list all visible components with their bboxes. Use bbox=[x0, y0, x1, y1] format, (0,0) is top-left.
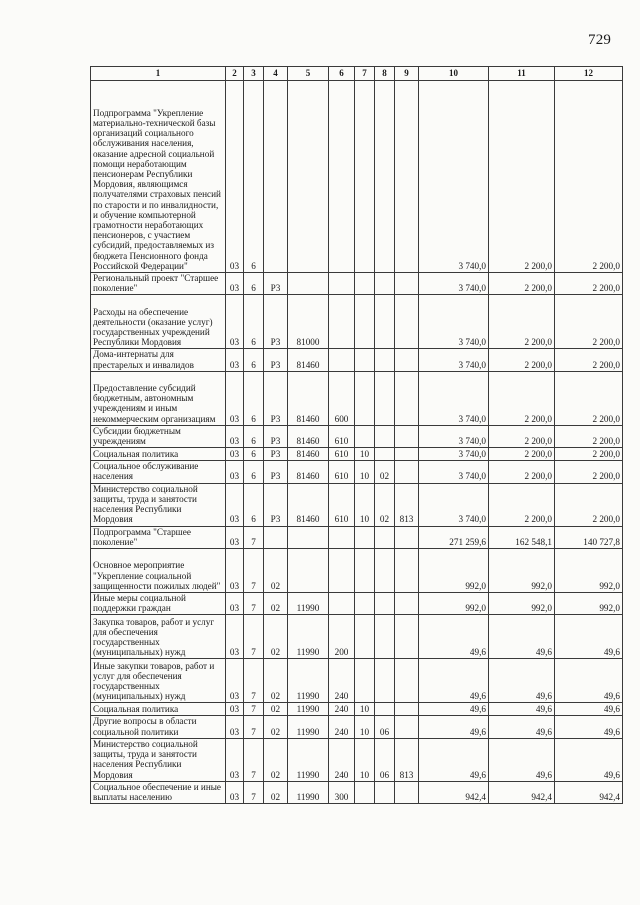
code-cell-7 bbox=[355, 781, 375, 803]
code-cell-4: P3 bbox=[264, 425, 288, 447]
code-cell-9 bbox=[395, 781, 419, 803]
row-name-cell: Социальная политика bbox=[91, 448, 226, 461]
code-cell-5: 11990 bbox=[288, 659, 329, 703]
code-cell-3: 7 bbox=[244, 716, 264, 738]
code-cell-9 bbox=[395, 615, 419, 659]
table-row bbox=[91, 703, 623, 716]
row-name-cell: Иные закупки товаров, работ и услуг для обеспечения государственных (муниципальных) нужд bbox=[91, 659, 226, 703]
table-row bbox=[91, 295, 623, 349]
code-cell-5: 81460 bbox=[288, 371, 329, 425]
code-cell-8 bbox=[375, 448, 395, 461]
code-cell-5: 11990 bbox=[288, 716, 329, 738]
amount-cell-10: 3 740,0 bbox=[419, 295, 489, 349]
code-cell-4: 02 bbox=[264, 781, 288, 803]
code-cell-6: 300 bbox=[329, 781, 355, 803]
amount-cell-10: 3 740,0 bbox=[419, 461, 489, 483]
code-cell-2: 03 bbox=[226, 273, 244, 295]
amount-cell-10: 49,6 bbox=[419, 659, 489, 703]
amount-cell-11: 162 548,1 bbox=[489, 526, 555, 548]
amount-cell-12: 992,0 bbox=[555, 549, 623, 593]
code-cell-8 bbox=[375, 703, 395, 716]
code-cell-2: 03 bbox=[226, 81, 244, 273]
code-cell-8: 02 bbox=[375, 483, 395, 526]
table-row bbox=[91, 549, 623, 593]
table-header-row bbox=[91, 67, 623, 81]
row-name-cell: Социальная политика bbox=[91, 703, 226, 716]
amount-cell-11: 992,0 bbox=[489, 593, 555, 615]
amount-cell-11: 942,4 bbox=[489, 781, 555, 803]
code-cell-6 bbox=[329, 349, 355, 371]
code-cell-3: 6 bbox=[244, 483, 264, 526]
column-header: 7 bbox=[355, 67, 375, 81]
code-cell-6 bbox=[329, 273, 355, 295]
code-cell-9: 813 bbox=[395, 483, 419, 526]
code-cell-7 bbox=[355, 593, 375, 615]
code-cell-4: 02 bbox=[264, 615, 288, 659]
row-name-cell: Социальное обеспечение и иные выплаты населению bbox=[91, 781, 226, 803]
code-cell-9: 813 bbox=[395, 738, 419, 781]
code-cell-8 bbox=[375, 81, 395, 273]
code-cell-3: 6 bbox=[244, 425, 264, 447]
amount-cell-11: 2 200,0 bbox=[489, 371, 555, 425]
code-cell-7: 10 bbox=[355, 703, 375, 716]
code-cell-2: 03 bbox=[226, 448, 244, 461]
column-header: 8 bbox=[375, 67, 395, 81]
code-cell-4: P3 bbox=[264, 349, 288, 371]
code-cell-6 bbox=[329, 526, 355, 548]
code-cell-3: 6 bbox=[244, 371, 264, 425]
column-header: 11 bbox=[489, 67, 555, 81]
amount-cell-12: 2 200,0 bbox=[555, 448, 623, 461]
code-cell-6: 200 bbox=[329, 615, 355, 659]
amount-cell-11: 2 200,0 bbox=[489, 483, 555, 526]
code-cell-3: 6 bbox=[244, 273, 264, 295]
amount-cell-11: 49,6 bbox=[489, 716, 555, 738]
table-row bbox=[91, 273, 623, 295]
amount-cell-12: 992,0 bbox=[555, 593, 623, 615]
code-cell-9 bbox=[395, 703, 419, 716]
column-header: 1 bbox=[91, 67, 226, 81]
row-name-cell: Министерство социальной защиты, труда и занятости населения Республики Мордовия bbox=[91, 738, 226, 781]
table-row bbox=[91, 781, 623, 803]
amount-cell-10: 3 740,0 bbox=[419, 483, 489, 526]
table-row bbox=[91, 425, 623, 447]
code-cell-3: 7 bbox=[244, 549, 264, 593]
code-cell-2: 03 bbox=[226, 295, 244, 349]
code-cell-5: 11990 bbox=[288, 703, 329, 716]
column-header: 5 bbox=[288, 67, 329, 81]
table-row bbox=[91, 371, 623, 425]
code-cell-7 bbox=[355, 371, 375, 425]
code-cell-9 bbox=[395, 273, 419, 295]
amount-cell-12: 942,4 bbox=[555, 781, 623, 803]
amount-cell-12: 49,6 bbox=[555, 703, 623, 716]
row-name-cell: Подпрограмма "Укрепление материально-технической базы организаций социального обслуживания населения, оказание адресной социальной помощи неработающим пенсионерам Республики Мордовия, являющимся получателями страховых пенсий по старости и по инвалидности, и обучение компьютерной грамотности неработающих пенсионеров, с участием субсидий, предоставляемых из бюджета Пенсионного фонда Российской Федерации" bbox=[91, 81, 226, 273]
budget-table bbox=[90, 66, 623, 804]
amount-cell-12: 2 200,0 bbox=[555, 425, 623, 447]
code-cell-5: 11990 bbox=[288, 738, 329, 781]
amount-cell-12: 2 200,0 bbox=[555, 295, 623, 349]
code-cell-3: 6 bbox=[244, 81, 264, 273]
code-cell-2: 03 bbox=[226, 483, 244, 526]
amount-cell-12: 49,6 bbox=[555, 716, 623, 738]
code-cell-6 bbox=[329, 295, 355, 349]
amount-cell-11: 992,0 bbox=[489, 549, 555, 593]
code-cell-9 bbox=[395, 349, 419, 371]
code-cell-2: 03 bbox=[226, 593, 244, 615]
code-cell-5: 81000 bbox=[288, 295, 329, 349]
code-cell-8 bbox=[375, 526, 395, 548]
amount-cell-10: 271 259,6 bbox=[419, 526, 489, 548]
amount-cell-10: 3 740,0 bbox=[419, 448, 489, 461]
code-cell-9 bbox=[395, 448, 419, 461]
code-cell-7 bbox=[355, 425, 375, 447]
amount-cell-12: 140 727,8 bbox=[555, 526, 623, 548]
code-cell-5: 81460 bbox=[288, 461, 329, 483]
code-cell-8: 02 bbox=[375, 461, 395, 483]
code-cell-8 bbox=[375, 593, 395, 615]
code-cell-5: 81460 bbox=[288, 349, 329, 371]
table-row bbox=[91, 526, 623, 548]
table-row bbox=[91, 593, 623, 615]
code-cell-4: P3 bbox=[264, 483, 288, 526]
row-name-cell: Субсидии бюджетным учреждениям bbox=[91, 425, 226, 447]
amount-cell-11: 2 200,0 bbox=[489, 461, 555, 483]
code-cell-2: 03 bbox=[226, 615, 244, 659]
code-cell-2: 03 bbox=[226, 371, 244, 425]
code-cell-4: 02 bbox=[264, 593, 288, 615]
code-cell-6 bbox=[329, 549, 355, 593]
amount-cell-12: 49,6 bbox=[555, 659, 623, 703]
code-cell-9 bbox=[395, 425, 419, 447]
code-cell-4: 02 bbox=[264, 738, 288, 781]
row-name-cell: Иные меры социальной поддержки граждан bbox=[91, 593, 226, 615]
code-cell-2: 03 bbox=[226, 425, 244, 447]
amount-cell-10: 49,6 bbox=[419, 716, 489, 738]
code-cell-6 bbox=[329, 81, 355, 273]
row-name-cell: Основное мероприятие "Укрепление социальной защищенности пожилых людей" bbox=[91, 549, 226, 593]
row-name-cell: Расходы на обеспечение деятельности (оказание услуг) государственных учреждений Республики Мордовия bbox=[91, 295, 226, 349]
code-cell-7 bbox=[355, 349, 375, 371]
column-header: 6 bbox=[329, 67, 355, 81]
code-cell-6: 610 bbox=[329, 483, 355, 526]
table-row bbox=[91, 659, 623, 703]
code-cell-6: 240 bbox=[329, 659, 355, 703]
code-cell-4: P3 bbox=[264, 273, 288, 295]
column-header: 2 bbox=[226, 67, 244, 81]
amount-cell-12: 2 200,0 bbox=[555, 81, 623, 273]
code-cell-2: 03 bbox=[226, 659, 244, 703]
code-cell-8 bbox=[375, 349, 395, 371]
code-cell-5: 11990 bbox=[288, 781, 329, 803]
code-cell-7: 10 bbox=[355, 461, 375, 483]
code-cell-4 bbox=[264, 526, 288, 548]
amount-cell-11: 2 200,0 bbox=[489, 349, 555, 371]
code-cell-2: 03 bbox=[226, 703, 244, 716]
code-cell-4: P3 bbox=[264, 295, 288, 349]
code-cell-7: 10 bbox=[355, 448, 375, 461]
code-cell-7 bbox=[355, 659, 375, 703]
row-name-cell: Региональный проект "Старшее поколение" bbox=[91, 273, 226, 295]
code-cell-5 bbox=[288, 273, 329, 295]
amount-cell-10: 3 740,0 bbox=[419, 349, 489, 371]
code-cell-7: 10 bbox=[355, 483, 375, 526]
column-header: 10 bbox=[419, 67, 489, 81]
code-cell-8 bbox=[375, 273, 395, 295]
amount-cell-12: 49,6 bbox=[555, 615, 623, 659]
amount-cell-10: 49,6 bbox=[419, 703, 489, 716]
code-cell-6: 610 bbox=[329, 461, 355, 483]
code-cell-5: 11990 bbox=[288, 615, 329, 659]
code-cell-2: 03 bbox=[226, 716, 244, 738]
amount-cell-11: 2 200,0 bbox=[489, 425, 555, 447]
code-cell-3: 7 bbox=[244, 615, 264, 659]
amount-cell-10: 3 740,0 bbox=[419, 371, 489, 425]
amount-cell-10: 3 740,0 bbox=[419, 425, 489, 447]
amount-cell-11: 2 200,0 bbox=[489, 273, 555, 295]
code-cell-8 bbox=[375, 295, 395, 349]
table-row bbox=[91, 461, 623, 483]
amount-cell-12: 2 200,0 bbox=[555, 483, 623, 526]
row-name-cell: Подпрограмма "Старшее поколение" bbox=[91, 526, 226, 548]
code-cell-5 bbox=[288, 81, 329, 273]
amount-cell-12: 2 200,0 bbox=[555, 273, 623, 295]
table-row bbox=[91, 615, 623, 659]
table-row bbox=[91, 716, 623, 738]
code-cell-3: 6 bbox=[244, 349, 264, 371]
code-cell-3: 6 bbox=[244, 448, 264, 461]
amount-cell-11: 49,6 bbox=[489, 659, 555, 703]
code-cell-5: 81460 bbox=[288, 483, 329, 526]
code-cell-5: 81460 bbox=[288, 448, 329, 461]
table-row bbox=[91, 483, 623, 526]
code-cell-5: 11990 bbox=[288, 593, 329, 615]
code-cell-3: 6 bbox=[244, 295, 264, 349]
code-cell-3: 6 bbox=[244, 461, 264, 483]
column-header: 4 bbox=[264, 67, 288, 81]
code-cell-8 bbox=[375, 549, 395, 593]
amount-cell-11: 49,6 bbox=[489, 738, 555, 781]
code-cell-9 bbox=[395, 716, 419, 738]
code-cell-9 bbox=[395, 593, 419, 615]
code-cell-8 bbox=[375, 615, 395, 659]
row-name-cell: Социальное обслуживание населения bbox=[91, 461, 226, 483]
code-cell-6 bbox=[329, 593, 355, 615]
amount-cell-10: 49,6 bbox=[419, 615, 489, 659]
code-cell-5 bbox=[288, 526, 329, 548]
amount-cell-10: 992,0 bbox=[419, 549, 489, 593]
code-cell-3: 7 bbox=[244, 659, 264, 703]
code-cell-4: 02 bbox=[264, 549, 288, 593]
code-cell-4: 02 bbox=[264, 659, 288, 703]
code-cell-3: 7 bbox=[244, 526, 264, 548]
code-cell-7 bbox=[355, 295, 375, 349]
code-cell-4: 02 bbox=[264, 716, 288, 738]
table-row bbox=[91, 349, 623, 371]
code-cell-5 bbox=[288, 549, 329, 593]
row-name-cell: Другие вопросы в области социальной политики bbox=[91, 716, 226, 738]
code-cell-9 bbox=[395, 549, 419, 593]
amount-cell-11: 2 200,0 bbox=[489, 295, 555, 349]
code-cell-2: 03 bbox=[226, 526, 244, 548]
table-row bbox=[91, 738, 623, 781]
amount-cell-12: 49,6 bbox=[555, 738, 623, 781]
code-cell-9 bbox=[395, 526, 419, 548]
code-cell-9 bbox=[395, 659, 419, 703]
code-cell-2: 03 bbox=[226, 738, 244, 781]
amount-cell-10: 3 740,0 bbox=[419, 81, 489, 273]
row-name-cell: Министерство социальной защиты, труда и занятости населения Республики Мордовия bbox=[91, 483, 226, 526]
page-number: 729 bbox=[588, 32, 612, 48]
amount-cell-12: 2 200,0 bbox=[555, 349, 623, 371]
amount-cell-11: 49,6 bbox=[489, 615, 555, 659]
code-cell-6: 240 bbox=[329, 738, 355, 781]
code-cell-6: 240 bbox=[329, 716, 355, 738]
column-header: 12 bbox=[555, 67, 623, 81]
amount-cell-10: 942,4 bbox=[419, 781, 489, 803]
code-cell-4: 02 bbox=[264, 703, 288, 716]
table-row bbox=[91, 81, 623, 273]
code-cell-3: 7 bbox=[244, 593, 264, 615]
amount-cell-11: 2 200,0 bbox=[489, 81, 555, 273]
amount-cell-11: 2 200,0 bbox=[489, 448, 555, 461]
code-cell-6: 610 bbox=[329, 425, 355, 447]
code-cell-7 bbox=[355, 81, 375, 273]
code-cell-9 bbox=[395, 371, 419, 425]
code-cell-8 bbox=[375, 781, 395, 803]
code-cell-5: 81460 bbox=[288, 425, 329, 447]
code-cell-8 bbox=[375, 659, 395, 703]
code-cell-8: 06 bbox=[375, 738, 395, 781]
code-cell-7 bbox=[355, 615, 375, 659]
code-cell-3: 7 bbox=[244, 781, 264, 803]
amount-cell-10: 992,0 bbox=[419, 593, 489, 615]
code-cell-9 bbox=[395, 461, 419, 483]
amount-cell-10: 49,6 bbox=[419, 738, 489, 781]
code-cell-7: 10 bbox=[355, 716, 375, 738]
code-cell-8 bbox=[375, 425, 395, 447]
code-cell-9 bbox=[395, 81, 419, 273]
code-cell-7 bbox=[355, 526, 375, 548]
code-cell-2: 03 bbox=[226, 549, 244, 593]
code-cell-2: 03 bbox=[226, 461, 244, 483]
code-cell-3: 7 bbox=[244, 703, 264, 716]
code-cell-3: 7 bbox=[244, 738, 264, 781]
code-cell-8 bbox=[375, 371, 395, 425]
code-cell-2: 03 bbox=[226, 781, 244, 803]
amount-cell-12: 2 200,0 bbox=[555, 371, 623, 425]
code-cell-6: 600 bbox=[329, 371, 355, 425]
code-cell-2: 03 bbox=[226, 349, 244, 371]
amount-cell-10: 3 740,0 bbox=[419, 273, 489, 295]
code-cell-4: P3 bbox=[264, 461, 288, 483]
table-row bbox=[91, 448, 623, 461]
amount-cell-12: 2 200,0 bbox=[555, 461, 623, 483]
row-name-cell: Предоставление субсидий бюджетным, автономным учреждениям и иным некоммерческим организациям bbox=[91, 371, 226, 425]
amount-cell-11: 49,6 bbox=[489, 703, 555, 716]
row-name-cell: Дома-интернаты для престарелых и инвалидов bbox=[91, 349, 226, 371]
code-cell-8: 06 bbox=[375, 716, 395, 738]
code-cell-7 bbox=[355, 549, 375, 593]
column-header: 3 bbox=[244, 67, 264, 81]
code-cell-4 bbox=[264, 81, 288, 273]
column-header: 9 bbox=[395, 67, 419, 81]
code-cell-7 bbox=[355, 273, 375, 295]
code-cell-7: 10 bbox=[355, 738, 375, 781]
code-cell-6: 240 bbox=[329, 703, 355, 716]
code-cell-6: 610 bbox=[329, 448, 355, 461]
row-name-cell: Закупка товаров, работ и услуг для обеспечения государственных (муниципальных) нужд bbox=[91, 615, 226, 659]
code-cell-4: P3 bbox=[264, 448, 288, 461]
code-cell-9 bbox=[395, 295, 419, 349]
code-cell-4: P3 bbox=[264, 371, 288, 425]
